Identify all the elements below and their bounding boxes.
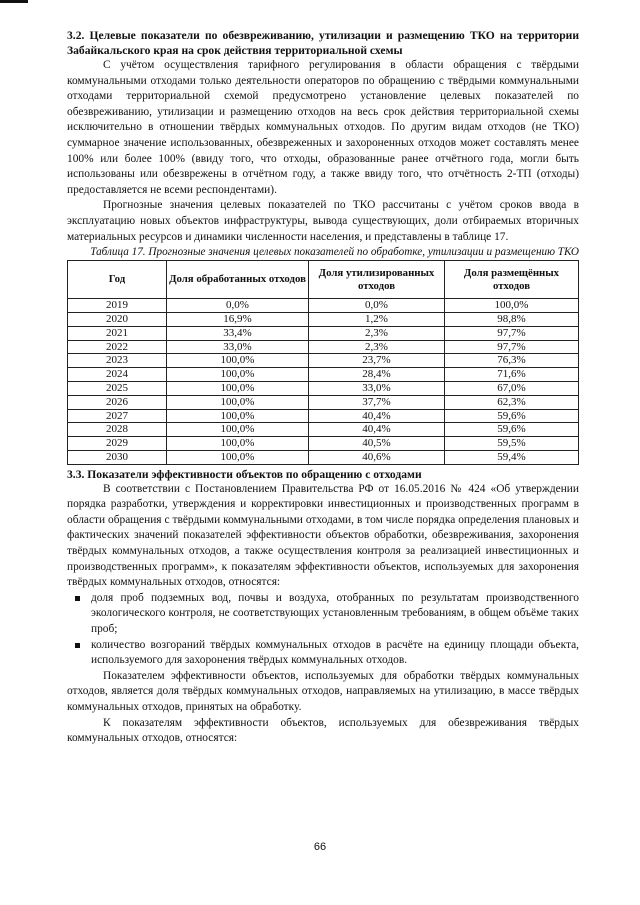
cell-utilized-share: 2,3%: [309, 340, 445, 354]
cell-utilized-share: 0,0%: [309, 299, 445, 313]
cell-year: 2020: [68, 312, 167, 326]
table-row: [68, 437, 579, 451]
cell-processed-share: 100,0%: [167, 409, 309, 423]
cell-year: 2028: [68, 423, 167, 437]
cell-year: 2019: [68, 299, 167, 313]
header-placed-share: Доля размещённых отходов: [445, 261, 579, 299]
table-row: [68, 340, 579, 354]
cell-placed-share: 59,6%: [445, 423, 579, 437]
cell-placed-share: 71,6%: [445, 368, 579, 382]
cell-processed-share: 100,0%: [167, 437, 309, 451]
header-utilized-share: Доля утилизированных отходов: [309, 261, 445, 299]
list-item: количество возгораний твёрдых коммунальных отходов в расчёте на единицу площади объекта, используемого для захоронения твёрдых коммунальных отходов.: [67, 638, 579, 669]
cell-utilized-share: 40,5%: [309, 437, 445, 451]
efficiency-indicator-list: [67, 591, 579, 669]
section-3-3-paragraph-3: К показателям эффективности объектов, используемых для обезвреживания твёрдых коммунальных отходов, относятся:: [67, 716, 579, 745]
top-edge-mark: [0, 0, 28, 3]
cell-processed-share: 100,0%: [167, 354, 309, 368]
section-3-3-heading: 3.3. Показатели эффективности объектов по обращению с отходами: [67, 467, 422, 481]
cell-placed-share: 59,6%: [445, 409, 579, 423]
table-row: [68, 409, 579, 423]
section-3-2-paragraph-2: Прогнозные значения целевых показателей по ТКО рассчитаны с учётом сроков ввода в эксплуатацию новых объектов инфраструктуры, вывода существующих, доли отбираемых вторичных материальных ресурсов и динамики численности населения, и представлены в таблице 17.: [67, 199, 579, 243]
table-row: [68, 354, 579, 368]
cell-placed-share: 100,0%: [445, 299, 579, 313]
cell-year: 2025: [68, 381, 167, 395]
cell-year: 2030: [68, 450, 167, 464]
cell-year: 2026: [68, 395, 167, 409]
cell-processed-share: 33,0%: [167, 340, 309, 354]
cell-utilized-share: 40,4%: [309, 409, 445, 423]
cell-year: 2029: [68, 437, 167, 451]
table-row: [68, 423, 579, 437]
cell-utilized-share: 2,3%: [309, 326, 445, 340]
table-header-row: [68, 261, 579, 299]
header-year: Год: [68, 261, 167, 299]
page-number: 66: [313, 841, 327, 853]
cell-utilized-share: 37,7%: [309, 395, 445, 409]
cell-utilized-share: 33,0%: [309, 381, 445, 395]
table-row: [68, 312, 579, 326]
cell-processed-share: 0,0%: [167, 299, 309, 313]
section-3-3-paragraph-1: В соответствии с Постановлением Правительства РФ от 16.05.2016 № 424 «Об утверждении порядка разработки, утверждения и корректировки инвестиционных и производственных программ в области обращения с твёрдыми коммунальными отходами, в том числе порядка определения плановых и фактических значений показателей эффективности объектов обработки, обезвреживания, захоронения твёрдых коммунальных отходов, а также осуществления контроля за реализацией инвестиционных и производственных программ», к показателям эффективности объектов, используемых для захоронения твёрдых коммунальных отходов, относятся:: [67, 482, 579, 589]
cell-year: 2027: [68, 409, 167, 423]
header-processed-share: Доля обработанных отходов: [167, 261, 309, 299]
cell-processed-share: 100,0%: [167, 381, 309, 395]
cell-processed-share: 16,9%: [167, 312, 309, 326]
cell-utilized-share: 23,7%: [309, 354, 445, 368]
section-3-2-heading: 3.2. Целевые показатели по обезвреживанию, утилизации и размещению ТКО на территории Забайкальского края на срок действия территориальной схемы: [67, 29, 579, 57]
document-page: [67, 28, 579, 747]
cell-utilized-share: 40,4%: [309, 423, 445, 437]
table-row: [68, 395, 579, 409]
table-row: [68, 368, 579, 382]
cell-processed-share: 100,0%: [167, 450, 309, 464]
table-row: [68, 326, 579, 340]
cell-year: 2023: [68, 354, 167, 368]
cell-placed-share: 97,7%: [445, 326, 579, 340]
cell-processed-share: 100,0%: [167, 395, 309, 409]
cell-processed-share: 33,4%: [167, 326, 309, 340]
cell-year: 2021: [68, 326, 167, 340]
cell-processed-share: 100,0%: [167, 368, 309, 382]
cell-placed-share: 97,7%: [445, 340, 579, 354]
list-item: доля проб подземных вод, почвы и воздуха, отобранных по результатам производственного экологического контроля, не соответствующих установленным требованиям, в общем объёме таких проб;: [67, 591, 579, 638]
cell-processed-share: 100,0%: [167, 423, 309, 437]
cell-year: 2022: [68, 340, 167, 354]
cell-placed-share: 62,3%: [445, 395, 579, 409]
table-row: [68, 381, 579, 395]
table-row: [68, 299, 579, 313]
cell-placed-share: 76,3%: [445, 354, 579, 368]
table-17-caption: Таблица 17. Прогнозные значения целевых показателей по обработке, утилизации и размещению ТКО: [90, 246, 579, 259]
table-17: [67, 260, 579, 465]
cell-placed-share: 98,8%: [445, 312, 579, 326]
section-3-3-paragraph-2: Показателем эффективности объектов, используемых для обработки твёрдых коммунальных отходов, является доля твёрдых коммунальных отходов, направляемых на утилизацию, в массе твёрдых коммунальных отходов, принятых на обработку.: [67, 669, 579, 713]
cell-placed-share: 67,0%: [445, 381, 579, 395]
cell-placed-share: 59,4%: [445, 450, 579, 464]
cell-utilized-share: 1,2%: [309, 312, 445, 326]
cell-utilized-share: 40,6%: [309, 450, 445, 464]
cell-placed-share: 59,5%: [445, 437, 579, 451]
cell-utilized-share: 28,4%: [309, 368, 445, 382]
cell-year: 2024: [68, 368, 167, 382]
section-3-2-paragraph-1: С учётом осуществления тарифного регулирования в области обращения с твёрдыми коммунальными отходами только деятельности операторов по обращению с твёрдыми коммунальными отходами территориальной схемой предусмотрено установление целевых показателей по обезвреживанию, утилизации и размещению отходов на весь срок действия территориальной схемы исключительно в отношении твёрдых коммунальных отходов. По другим видам отходов (не ТКО) суммарное значение использованных, обезвреженных и захороненных отходов может составлять менее 100% или более 100% (ввиду того, что отходы, образованные ранее отчётного года, могли быть использованы или обезврежены в отчётном году, а также ввиду того, что отчётность 2-ТП (отходы) предоставляется не всеми респондентами).: [67, 59, 579, 196]
table-row: [68, 450, 579, 464]
